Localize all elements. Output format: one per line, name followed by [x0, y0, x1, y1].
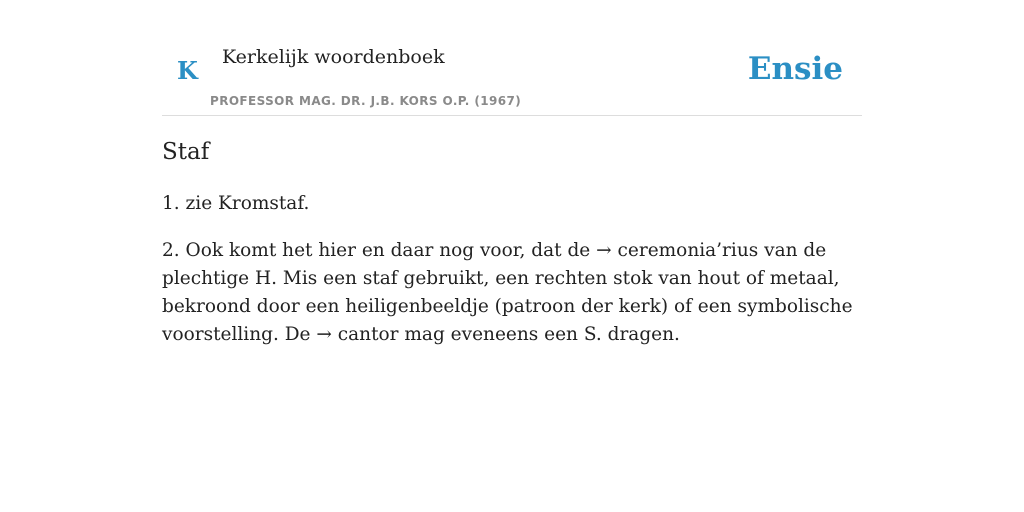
dictionary-logo[interactable]: K: [177, 56, 198, 85]
definition-text: mag eveneens een S. dragen.: [404, 324, 680, 345]
entry-title: Staf: [162, 139, 210, 165]
definition-text: van de plechtige H. Mis een staf gebruikt, een rechten stok van hout of metaal, bekroond door een heiligenbeeldje (patroon der kerk) of een symbolische voorstelling. De: [162, 240, 853, 345]
definition-item: [162, 190, 862, 218]
dictionary-page: [162, 0, 862, 345]
definition-number: 2.: [162, 240, 180, 261]
entry-definitions: [162, 190, 862, 368]
ensie-brand-logo[interactable]: Ensie: [747, 51, 843, 87]
definition-text: Ook komt het hier en daar nog voor, dat de: [185, 240, 591, 261]
crossref-link-cantor[interactable]: → cantor: [316, 324, 399, 345]
dictionary-author: PROFESSOR MAG. DR. J.B. KORS O.P. (1967): [210, 94, 522, 108]
crossref-link-ceremoniarius[interactable]: → ceremonia’rius: [596, 240, 759, 261]
definition-item: [162, 237, 862, 349]
definition-number: 1.: [162, 193, 180, 214]
dictionary-title-link[interactable]: Kerkelijk woordenboek: [222, 46, 445, 68]
dictionary-header: [162, 0, 862, 116]
definition-text: zie Kromstaf.: [185, 193, 310, 214]
